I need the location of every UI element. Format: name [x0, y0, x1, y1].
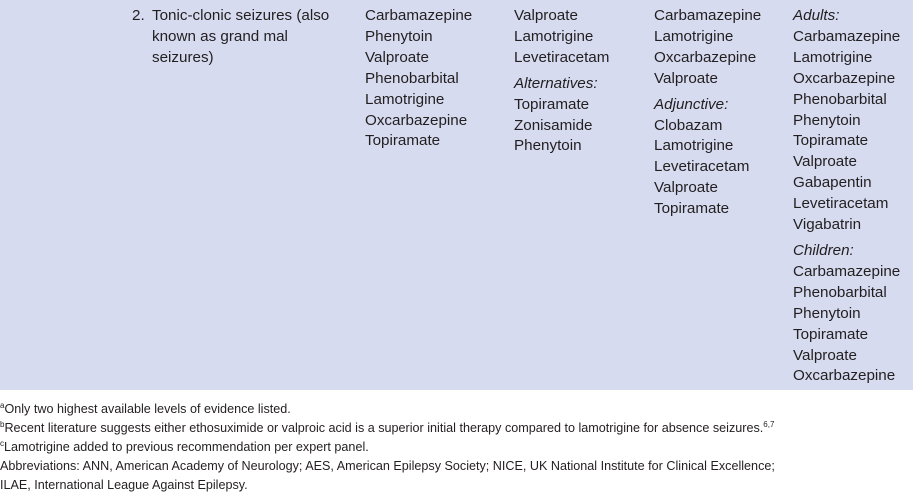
footnote-text: Abbreviations: ANN, American Academy of Neurology; AES, American Epilepsy Society; NICE, UK National Institute for Clinical Excellence; — [0, 458, 775, 473]
drug-column-4 — [793, 6, 900, 387]
drug-column-1 — [365, 6, 472, 152]
drug-item: Topiramate — [365, 132, 441, 150]
drug-item: Lamotrigine — [793, 48, 873, 66]
drug-item: Phenytoin — [793, 111, 861, 129]
drug-item: Lamotrigine — [365, 90, 445, 108]
drug-column-2 — [514, 6, 609, 157]
drug-item: Topiramate — [654, 200, 730, 218]
group-header: Alternatives: — [514, 74, 598, 92]
footnote-text: Only two highest available levels of evidence listed. — [4, 402, 291, 416]
drug-item: Oxcarbazepine — [365, 111, 468, 129]
footnote-text: Lamotrigine added to previous recommendation per expert panel. — [4, 439, 369, 454]
drug-item: Carbamazepine — [365, 7, 473, 24]
footnote-text: Recent literature suggests either ethosuximide or valproic acid is a superior initial therapy compared to lamotrigine for absence seizures. — [4, 420, 764, 435]
drug-item: Valproate — [514, 7, 578, 24]
drug-item: Phenytoin — [514, 137, 582, 155]
seizure-type: Tonic-clonic seizures (also known as grand mal seizures) — [152, 7, 330, 66]
drug-item: Valproate — [365, 48, 429, 66]
row-number: 2. — [132, 7, 145, 24]
group-header: Adults: — [793, 7, 840, 24]
footnote-mark: a — [0, 401, 5, 410]
drug-item: Carbamazepine — [654, 7, 762, 24]
footnote — [0, 476, 913, 495]
drug-column-3 — [654, 6, 761, 220]
drug-item: Valproate — [793, 346, 857, 364]
drug-item: Oxcarbazepine — [654, 48, 757, 66]
drug-item: Valproate — [654, 69, 718, 87]
drug-item: Valproate — [654, 179, 718, 197]
drug-item: Gabapentin — [793, 174, 872, 192]
drug-item: Levetiracetam — [793, 195, 889, 213]
drug-item: Vigabatrin — [793, 216, 862, 234]
drug-item: Lamotrigine — [654, 27, 734, 45]
group-header: Children: — [793, 241, 854, 259]
drug-item: Lamotrigine — [654, 137, 734, 155]
group-header: Adjunctive: — [654, 95, 729, 113]
drug-item: Topiramate — [793, 325, 869, 343]
drug-item: Phenytoin — [793, 304, 861, 322]
drug-item: Levetiracetam — [654, 158, 750, 176]
drug-item: Oxcarbazepine — [793, 367, 896, 385]
drug-item: Clobazam — [654, 116, 723, 134]
drug-item: Topiramate — [793, 132, 869, 150]
drug-item: Carbamazepine — [793, 27, 901, 45]
footnote — [0, 457, 913, 476]
footnote — [0, 400, 913, 419]
footnote-mark: b — [0, 419, 5, 429]
drug-item: Topiramate — [514, 95, 590, 113]
drug-item: Oxcarbazepine — [793, 69, 896, 87]
footnote — [0, 438, 913, 457]
drug-item: Levetiracetam — [514, 48, 610, 66]
drug-item: Phenobarbital — [365, 69, 459, 87]
drug-item: Lamotrigine — [514, 27, 594, 45]
footnote-reference: 6,7 — [763, 419, 775, 429]
drug-item: Phenobarbital — [793, 90, 887, 108]
footnote-mark: c — [0, 438, 4, 448]
drug-item: Valproate — [793, 153, 857, 171]
footnote-text: ILAE, International League Against Epilepsy. — [0, 477, 248, 492]
drug-item: Phenobarbital — [793, 283, 887, 301]
drug-item: Zonisamide — [514, 116, 593, 134]
footnotes — [0, 400, 913, 495]
drug-item: Carbamazepine — [793, 262, 901, 280]
footnote — [0, 419, 913, 438]
drug-item: Phenytoin — [365, 27, 433, 45]
